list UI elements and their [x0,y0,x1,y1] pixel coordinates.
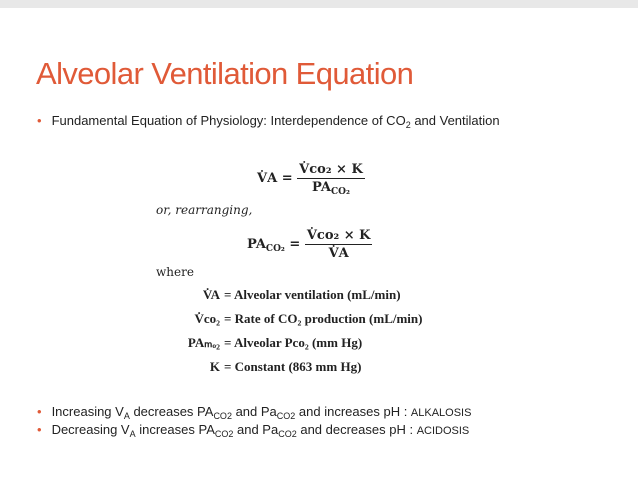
equation-equals: = [281,171,293,186]
bullet-subscript: 2 [405,120,411,130]
bullet-text: Fundamental Equation of Physiology: Interdependence of CO [51,113,406,128]
equation-alveolar-pco2 [247,228,372,261]
slide-title: Alveolar Ventilation Equation [36,56,414,91]
bullet-marker: • [37,422,42,437]
bullet-marker: • [37,113,42,128]
result-acidosis: ACIDOSIS [416,425,470,437]
bullet-increasing-ventilation: • Increasing $V_A$ decreases $PA_{CO2}$ and $Pa_{CO2}$ and increases pH : ALKALOSIS [37,404,472,421]
bullet-fundamental-equation [37,113,500,128]
equation-lhs: $PA_{CO_2}$ [247,237,285,254]
bullet-decreasing-ventilation: • Decreasing $V_A$ increases $PA_{CO2}$ and $Pa_{CO2}$ and decreases pH : ACIDOSIS [37,422,470,439]
equation-numerator: V̇co₂ × K [299,162,363,177]
bullet-text-end: and Ventilation [410,113,500,128]
result-alkalosis: ALKALOSIS [410,407,472,419]
equation-equals: = [289,237,301,252]
equation-fraction [297,162,365,195]
equation-denominator: V̇A [328,246,349,261]
or-rearranging-text: or, rearranging, [156,203,253,217]
equation-denominator: $PA_{CO_2}$ [312,180,350,197]
where-text: where [156,265,194,279]
bullet-marker: • [37,404,42,419]
equation-numerator: V̇co₂ × K [306,228,371,243]
equation-alveolar-ventilation [257,162,365,195]
equation-fraction [305,228,373,261]
top-bar [0,0,638,8]
equation-lhs: V̇A [257,171,278,186]
